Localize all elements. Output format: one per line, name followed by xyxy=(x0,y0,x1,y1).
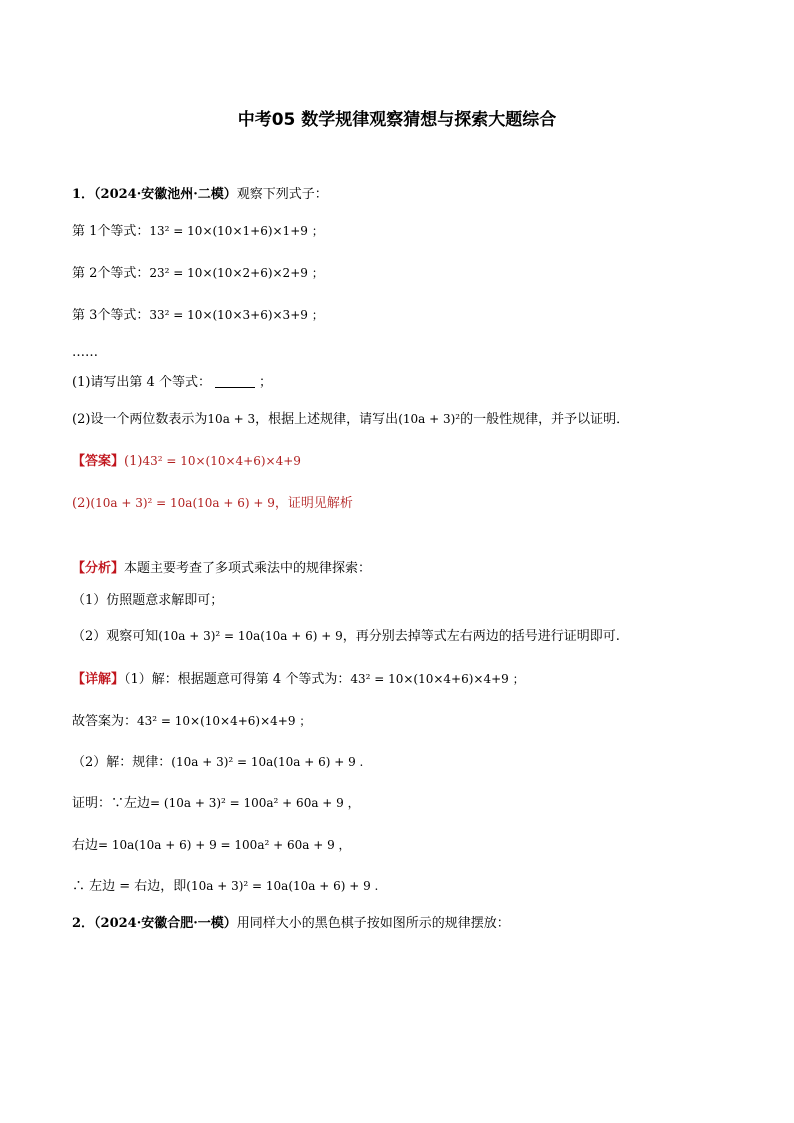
answer-blank xyxy=(215,374,255,388)
part-2-text: 的一般性规律，并予以证明． xyxy=(460,412,630,427)
equation-1 xyxy=(72,222,324,241)
part-1-text: (1)请写出第 4 个等式： xyxy=(72,375,211,390)
question-number: 2． xyxy=(72,916,95,931)
proof-1-text: 证明： xyxy=(72,796,112,811)
answer-2 xyxy=(72,494,353,513)
analysis-2 xyxy=(72,627,620,646)
equation-3 xyxy=(72,306,324,325)
proof-1 xyxy=(72,794,360,813)
detail-3-math: (10a + 3)² = 10a(10a + 6) + 9 . xyxy=(171,755,364,769)
question-prompt: 观察下列式子： xyxy=(236,187,328,202)
part-2-math: 10a + 3 xyxy=(207,412,256,426)
equation-label: 第 3个等式： xyxy=(72,308,150,323)
proof-3-math: (10a + 3)² = 10a(10a + 6) + 9 . xyxy=(186,879,379,893)
question-number: 1． xyxy=(72,187,95,202)
question-prompt: 用同样大小的黑色棋子按如图所示的规律摆放： xyxy=(236,916,510,931)
answer-2-label: (2) xyxy=(72,496,91,511)
answer-tag: 【答案】 xyxy=(72,454,125,469)
detail-3 xyxy=(72,753,363,772)
equation-label: 第 2个等式： xyxy=(72,266,150,281)
proof-2-text: 右边 xyxy=(72,838,99,853)
answer-1 xyxy=(72,452,301,471)
answer-2-math: (10a + 3)² = 10a(10a + 6) + 9 xyxy=(90,496,275,510)
equation-math: 23² = 10×(10×2+6)×2+9 ； xyxy=(149,266,324,280)
part-1-end: ； xyxy=(258,375,272,390)
detail-2-math: 43² = 10×(10×4+6)×4+9 ； xyxy=(137,714,312,728)
detail-1-text: （1）解：根据题意可得第 4 个等式为： xyxy=(124,672,351,687)
part-2-math: (10a + 3)² xyxy=(398,412,461,426)
part-2-text: ，根据上述规律，请写出 xyxy=(255,412,399,427)
detail-1 xyxy=(72,670,525,689)
equation-math: 13² = 10×(10×1+6)×1+9 ； xyxy=(149,224,324,238)
answer-2-text: ，证明见解析 xyxy=(274,496,353,511)
analysis-2-text: （2）观察可知 xyxy=(72,629,159,644)
equation-label: 第 1个等式： xyxy=(72,224,150,239)
proof-1-math: = (10a + 3)² = 100a² + 60a + 9 ， xyxy=(150,796,360,810)
proof-3-text: ∴ 左边 = 右边，即 xyxy=(72,879,187,894)
answer-1-math: 43² = 10×(10×4+6)×4+9 xyxy=(142,454,301,468)
question-2-header xyxy=(72,915,510,933)
detail-2 xyxy=(72,712,311,731)
question-source: （2024·安徽合肥·一模） xyxy=(94,916,237,931)
proof-1-left: ∵左边 xyxy=(111,796,151,811)
detail-tag: 【详解】 xyxy=(72,672,125,687)
equation-math: 33² = 10×(10×3+6)×3+9 ； xyxy=(149,308,324,322)
analysis-tag: 【分析】 xyxy=(72,561,125,576)
equation-2 xyxy=(72,264,324,283)
answer-1-label: (1) xyxy=(124,454,143,469)
proof-2-math: = 10a(10a + 6) + 9 = 100a² + 60a + 9 ， xyxy=(98,838,351,852)
question-source: （2024·安徽池州·二模） xyxy=(94,187,237,202)
proof-2 xyxy=(72,836,351,855)
analysis xyxy=(72,560,371,578)
ellipsis: …… xyxy=(72,345,98,360)
proof-3 xyxy=(72,877,378,896)
part-2-text: (2)设一个两位数表示为 xyxy=(72,412,208,427)
page-title: 中考05 数学规律观察猜想与探索大题综合 xyxy=(237,110,557,130)
detail-2-text: 故答案为： xyxy=(72,714,138,729)
analysis-2-text: ，再分别去掉等式左右两边的括号进行证明即可. xyxy=(342,629,620,644)
part-1 xyxy=(72,374,272,392)
part-2 xyxy=(72,410,629,429)
question-1-header xyxy=(72,186,328,204)
analysis-1: （1）仿照题意求解即可； xyxy=(72,593,224,608)
analysis-text: 本题主要考查了多项式乘法中的规律探索： xyxy=(124,561,372,576)
detail-1-math: 43² = 10×(10×4+6)×4+9 ； xyxy=(350,672,525,686)
detail-3-text: （2）解：规律： xyxy=(72,755,172,770)
analysis-2-math: (10a + 3)² = 10a(10a + 6) + 9 xyxy=(158,629,343,643)
